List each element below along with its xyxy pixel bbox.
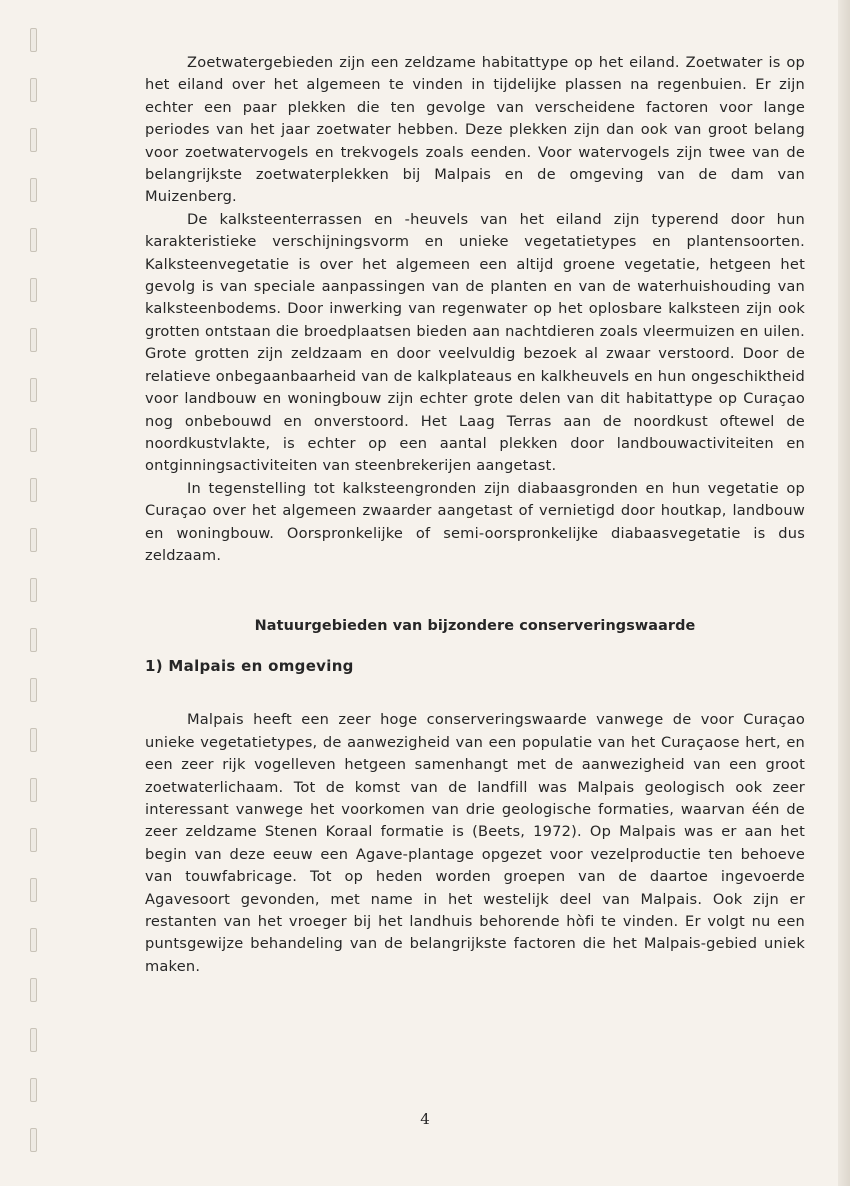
document-body bbox=[145, 52, 805, 978]
page-edge-shadow bbox=[838, 0, 850, 1186]
binding-hole bbox=[30, 578, 37, 602]
binding-hole bbox=[30, 328, 37, 352]
binding-hole bbox=[30, 528, 37, 552]
binding-hole bbox=[30, 1028, 37, 1052]
paragraph-diabase: In tegenstelling tot kalksteengronden zijn diabaasgronden en hun vegetatie op Curaçao over het algemeen zwaarder aangetast of vernietigd door houtkap, landbouw en woningbouw. Oorspronkelijke of semi-oorspronkelijke diabaasvegetatie is dus zeldzaam. bbox=[145, 479, 805, 564]
binding-hole bbox=[30, 728, 37, 752]
binding-hole bbox=[30, 128, 37, 152]
binding-hole bbox=[30, 778, 37, 802]
page-number: 4 bbox=[420, 1110, 430, 1128]
binding-hole bbox=[30, 28, 37, 52]
binding-hole bbox=[30, 928, 37, 952]
binding-hole bbox=[30, 478, 37, 502]
binding-holes bbox=[24, 0, 46, 1186]
binding-hole bbox=[30, 978, 37, 1002]
binding-hole bbox=[30, 828, 37, 852]
binding-hole bbox=[30, 628, 37, 652]
binding-hole bbox=[30, 1078, 37, 1102]
paragraph-freshwater: Zoetwatergebieden zijn een zeldzame habitattype op het eiland. Zoetwater is op het eiland over het algemeen te vinden in tijdelijke plassen na regenbuien. Er zijn echter een paar plekken die ten gevolge van verscheidene factoren voor lange periodes van het jaar zoetwater hebben. Deze plekken zijn dan ook van groot belang voor zoetwatervogels en trekvogels zoals eenden. Voor watervogels zijn twee van de belangrijkste zoetwaterplekken bij Malpais en de omgeving van de dam van Muizenberg. bbox=[145, 54, 805, 206]
binding-hole bbox=[30, 678, 37, 702]
binding-hole bbox=[30, 178, 37, 202]
binding-hole bbox=[30, 78, 37, 102]
binding-hole bbox=[30, 228, 37, 252]
paragraph-malpais: Malpais heeft een zeer hoge conserveringswaarde vanwege de voor Curaçao unieke vegetatietypes, de aanwezigheid van een populatie van het Curaçaose hert, en een zeer rijk vogelleven hetgeen samenhangt met de aanwezigheid van een groot zoetwaterlichaam. Tot de komst van de landfill was Malpais geologisch ook zeer interessant vanwege het voorkomen van drie geologische formaties, waarvan één de zeer zeldzame Stenen Koraal formatie is (Beets, 1972). Op Malpais was er aan het begin van deze eeuw een Agave-plantage opgezet voor vezelproductie ten behoeve van touwfabricage. Tot op heden worden groepen van de daartoe ingevoerde Agavesoort gevonden, met name in het westelijk deel van Malpais. Ook zijn er restanten van het vroeger bij het landhuis behorende hòfi te vinden. Er volgt nu een puntsgewijze behandeling van de belangrijkste factoren die het Malpais-gebied uniek maken. bbox=[145, 711, 805, 975]
section-title: Natuurgebieden van bijzondere conserveringswaarde bbox=[254, 618, 696, 635]
binding-hole bbox=[30, 878, 37, 902]
binding-hole bbox=[30, 428, 37, 452]
binding-hole bbox=[30, 378, 37, 402]
binding-hole bbox=[30, 278, 37, 302]
spacer bbox=[145, 677, 805, 709]
binding-hole bbox=[30, 1128, 37, 1152]
paragraph-limestone: De kalksteenterrassen en -heuvels van het eiland zijn typerend door hun karakteristieke verschijningsvorm en unieke vegetatietypes en plantensoorten. Kalksteenvegetatie is over het algemeen een altijd groene vegetatie, hetgeen het gevolg is van speciale aanpassingen van de planten en van de waterhuishouding van kalksteenbodems. Door inwerking van regenwater op het oplosbare kalksteen zijn ook grotten ontstaan die broedplaatsen bieden aan nachtdieren zoals vleermuizen en uilen. Grote grotten zijn zeldzaam en door veelvuldig bezoek al zwaar verstoord. Door de relatieve onbegaanbaarheid van de kalkplateaus en kalkheuvels en hun ongeschiktheid voor landbouw en woningbouw zijn echter grote delen van dit habitattype op Curaçao nog onbebouwd en onverstoord. Het Laag Terras aan de noordkust oftewel de noordkustvlakte, is echter op een aantal plekken door landbouwactiviteiten en ontginningsactiviteiten van steenbrekerijen aangetast. bbox=[145, 210, 805, 475]
subsection-title: 1) Malpais en omgeving bbox=[145, 657, 354, 676]
